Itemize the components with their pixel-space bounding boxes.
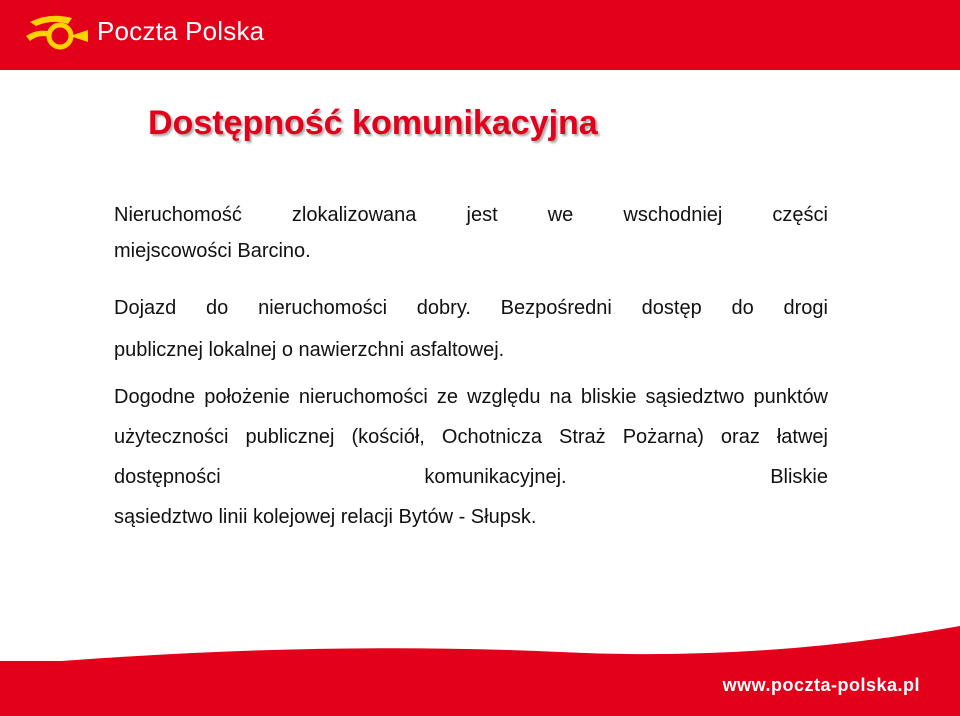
paragraph-surroundings	[114, 377, 828, 537]
slide-title: Dostępność komunikacyjna	[148, 104, 598, 142]
header-bar	[0, 0, 960, 70]
paragraph-line: miejscowości Barcino.	[114, 240, 311, 262]
paragraph-line: Nieruchomość zlokalizowana jest we wschodniej części	[114, 204, 828, 226]
paragraph-line: sąsiedztwo punktów użyteczności publicznej (kościół, Ochotnicza	[114, 386, 829, 448]
footer-website: www.poczta-polska.pl	[722, 675, 920, 695]
paragraph-line: Dogodne położenie nieruchomości ze względu na bliskie	[114, 386, 637, 408]
paragraph-line: Straż Pożarna) oraz łatwej dostępności komunikacyjnej. Bliskie	[114, 426, 828, 488]
paragraph-access	[114, 287, 828, 371]
paragraph-location	[114, 197, 828, 269]
footer-swoosh	[0, 622, 960, 682]
paragraph-line: Dojazd do nieruchomości dobry. Bezpośredni dostęp do drogi	[114, 297, 828, 319]
poczta-polska-horn-logo-icon	[22, 10, 92, 56]
brand-name: Poczta Polska	[97, 16, 265, 46]
paragraph-line: publicznej lokalnej o nawierzchni asfaltowej.	[114, 339, 505, 361]
paragraph-line: sąsiedztwo linii kolejowej relacji Bytów - Słupsk.	[114, 506, 537, 528]
